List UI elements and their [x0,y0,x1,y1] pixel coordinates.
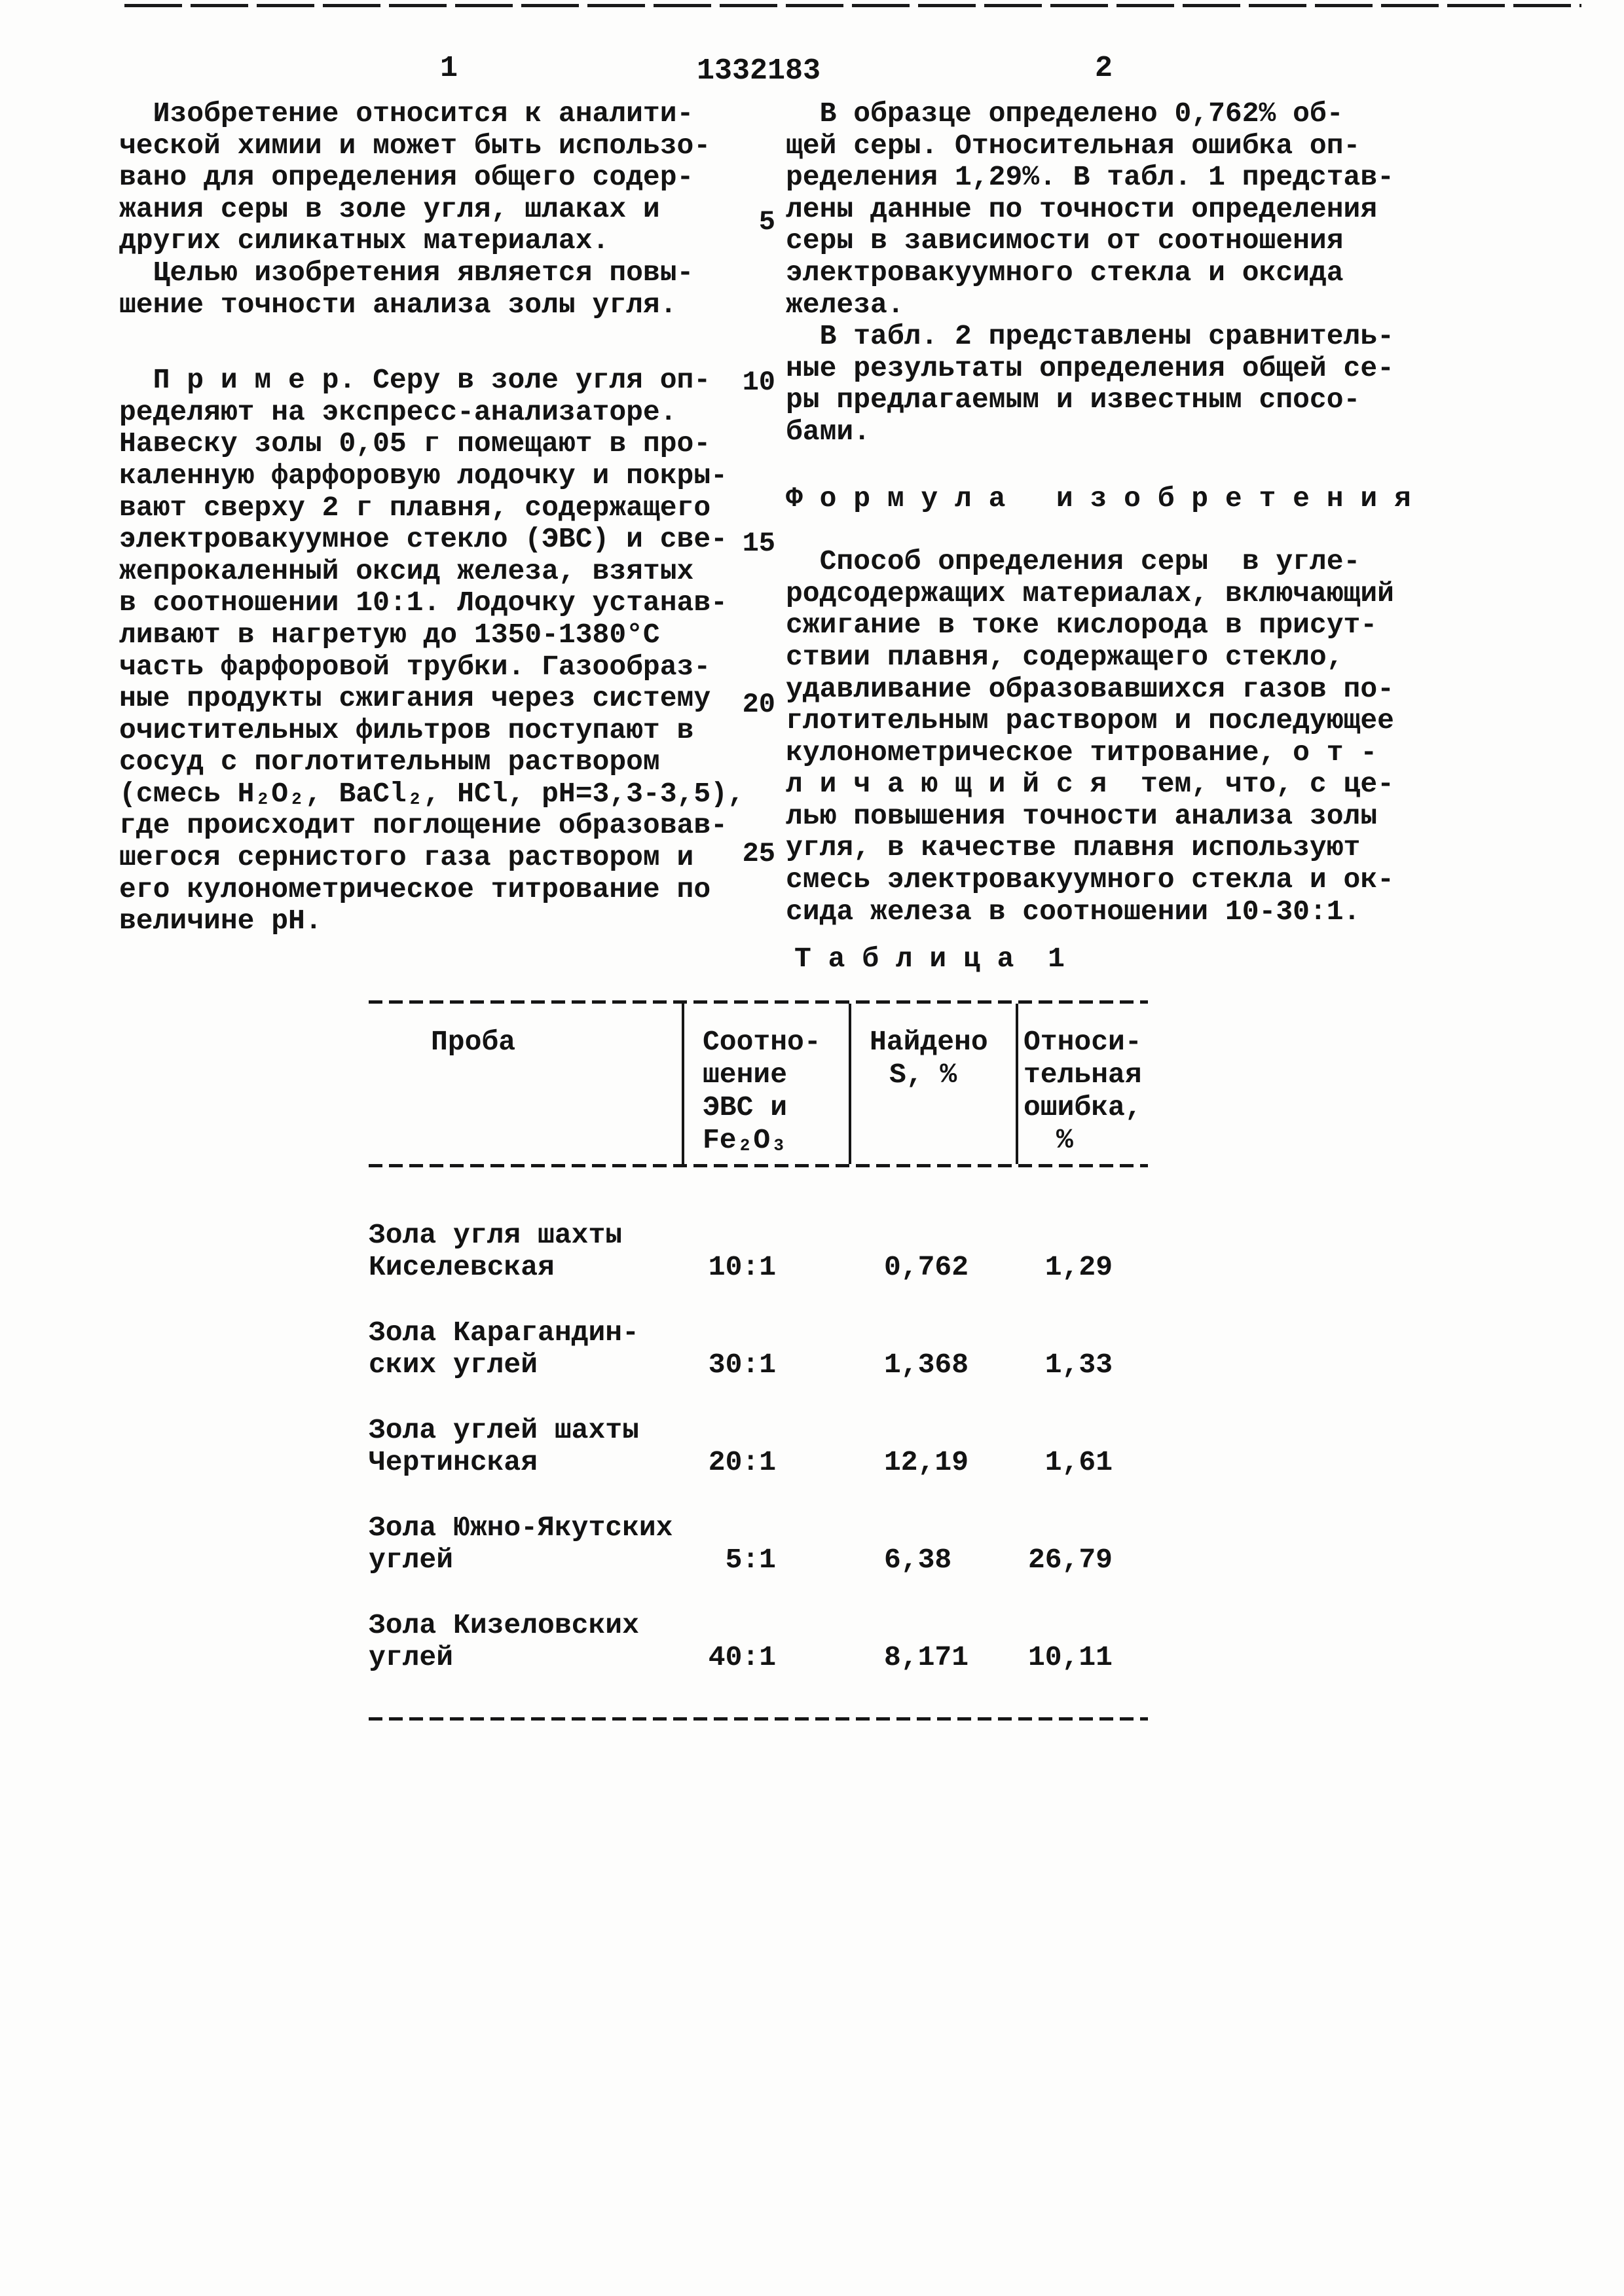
table-row [369,1220,1148,1284]
text-line: других силикатных материалах. [119,225,610,257]
margin-line-number-10: 10 [742,367,775,398]
text-line: родсодержащих материалах, включающий [786,577,1394,610]
table-header-error [1018,1004,1148,1164]
table-row [369,1512,1148,1576]
formula-section-heading: Ф о р м у л а и з о б р е т е н и я [786,482,1411,515]
text-line: смесь электровакуумного стекла и ок- [786,864,1394,896]
text-line: сида железа в соотношении 10-30:1. [786,895,1361,928]
margin-line-number-15: 15 [742,528,775,559]
cell-found-s: 1,368 [884,1349,969,1381]
table-header-row [369,1004,1148,1164]
text-line: удавливание образовавшихся газов по- [786,672,1394,705]
page-number-left: 1 [440,52,458,85]
cell-text: углей [369,1543,454,1576]
text-line: В табл. 2 представлены сравнитель- [786,320,1394,353]
text-line: жания серы в золе угля, шлаках и [119,192,660,225]
text-line: В образце определено 0,762% об- [786,98,1344,130]
text-line: электровакуумного стекла и оксида [786,256,1344,289]
table-row [369,1317,1148,1381]
text-line: ные продукты сжигания через систему [119,682,711,715]
margin-line-number-20: 20 [742,689,775,720]
header-text: S, % [889,1059,957,1091]
cell-found-s: 6,38 [884,1544,952,1576]
text-line: ределяют на экспресс-анализаторе. [119,395,677,428]
margin-line-number-5: 5 [758,206,775,238]
cell-ratio: 5:1 [725,1544,776,1576]
cell-rel-error: 10,11 [1027,1641,1113,1674]
text-line: Навеску золы 0,05 г помещают в про- [119,428,711,460]
table-header-found [851,1004,1018,1164]
text-line: в соотношении 10:1. Лодочку устанав- [119,587,728,619]
cell-text: Зола Кизеловских [369,1609,639,1641]
cell-text: Киселевская [369,1250,555,1283]
text-line: (смесь H₂O₂, BaCl₂, HCl, pH=3,3-3,5), [119,777,745,810]
text-line: ры предлагаемым и известным спосо- [786,384,1361,416]
page-top-rule [124,4,1581,7]
table-row [369,1610,1148,1674]
table-header-ratio [684,1004,851,1164]
cell-sample [369,1220,696,1283]
header-text: % [1056,1124,1073,1156]
header-text: Соотно- [703,1026,821,1058]
left-text-column [119,98,748,938]
text-line: Способ определения серы в угле- [786,545,1361,578]
text-line: кулонометрическое титрование, о т - [786,736,1378,769]
cell-text: Зола угля шахты [369,1219,623,1251]
text-line: часть фарфоровой трубки. Газообраз- [119,650,711,683]
text-line: ствии плавня, содержащего стекло, [786,640,1344,673]
text-line: шение точности анализа золы угля. [119,288,677,321]
cell-sample [369,1317,696,1381]
table-row [369,1415,1148,1479]
cell-rel-error: 1,33 [1044,1349,1113,1381]
cell-found-s: 0,762 [884,1251,969,1284]
page-number-right: 2 [1095,52,1113,85]
cell-ratio: 30:1 [708,1349,776,1381]
header-text: тельная [1024,1059,1142,1091]
cell-ratio: 10:1 [708,1251,776,1284]
text-line: бами. [786,415,871,448]
cell-text: ских углей [369,1348,538,1381]
table-header-sample [369,1004,684,1164]
cell-text: Зола Южно-Якутских [369,1512,673,1544]
text-line: серы в зависимости от соотношения [786,225,1344,257]
table-bottom-rule [369,1717,1148,1721]
cell-text: Зола Карагандин- [369,1317,639,1349]
cell-sample [369,1512,696,1576]
text-line: очистительных фильтров поступают в [119,714,694,746]
header-text: шение [703,1059,788,1091]
patent-number: 1332183 [697,54,821,88]
text-line: Целью изобретения является повы- [119,256,694,289]
text-line: сосуд с поглотительным раствором [119,746,660,778]
cell-ratio: 20:1 [708,1446,776,1479]
text-line: л и ч а ю щ и й с я тем, что, с це- [786,768,1394,801]
text-line: угля, в качестве плавня используют [786,831,1361,864]
text-line: ческой химии и может быть использо- [119,129,711,162]
table-caption: Т а б л и ц а 1 [794,943,1065,975]
text-line: сжигание в токе кислорода в присут- [786,609,1378,642]
text-line: шегося сернистого газа раствором и [119,841,694,874]
cell-found-s: 12,19 [884,1446,969,1479]
text-line: каленную фарфоровую лодочку и покры- [119,459,728,492]
text-line: Изобретение относится к аналити- [119,98,694,130]
text-line: ливают в нагретую до 1350-1380°С [119,618,660,651]
table-body [369,1167,1148,1674]
cell-found-s: 8,171 [884,1641,969,1674]
text-line: лью повышения точности анализа золы [786,799,1378,832]
text-line: вают сверху 2 г плавня, содержащего [119,491,711,524]
text-line: ные результаты определения общей се- [786,352,1394,384]
text-line: глотительным раствором и последующее [786,704,1394,737]
cell-text: углей [369,1641,454,1673]
cell-rel-error: 26,79 [1027,1544,1113,1576]
text-line: лены данные по точности определения [786,192,1378,225]
table-1 [369,1000,1148,1721]
text-line: жепрокаленный оксид железа, взятых [119,555,694,587]
text-line: величине pH. [119,905,322,938]
text-line: электровакуумное стекло (ЭВС) и све- [119,523,728,556]
cell-text: Зола углей шахты [369,1414,639,1446]
header-text: Относи- [1024,1026,1142,1058]
margin-line-number-25: 25 [742,838,775,869]
header-text: Найдено [870,1026,988,1058]
cell-rel-error: 1,61 [1044,1446,1113,1479]
header-text: Проба [431,1026,516,1058]
right-text-column [786,98,1431,928]
text-line: его кулонометрическое титрование по [119,873,711,905]
header-text: ошибка, [1024,1091,1142,1123]
header-text: ЭВС и [703,1091,788,1123]
text-line: щей серы. Относительная ошибка оп- [786,129,1361,162]
header-text: Fe₂O₃ [703,1124,788,1156]
cell-sample [369,1610,696,1673]
text-line: П р и м е р. Серу в золе угля оп- [119,364,711,397]
text-line: вано для определения общего содер- [119,161,694,194]
text-line: железа. [786,288,904,321]
cell-rel-error: 1,29 [1044,1251,1113,1284]
text-line: где происходит поглощение образовав- [119,809,728,842]
cell-sample [369,1415,696,1478]
cell-ratio: 40:1 [708,1641,776,1674]
cell-text: Чертинская [369,1446,538,1478]
text-line: ределения 1,29%. В табл. 1 представ- [786,161,1394,194]
